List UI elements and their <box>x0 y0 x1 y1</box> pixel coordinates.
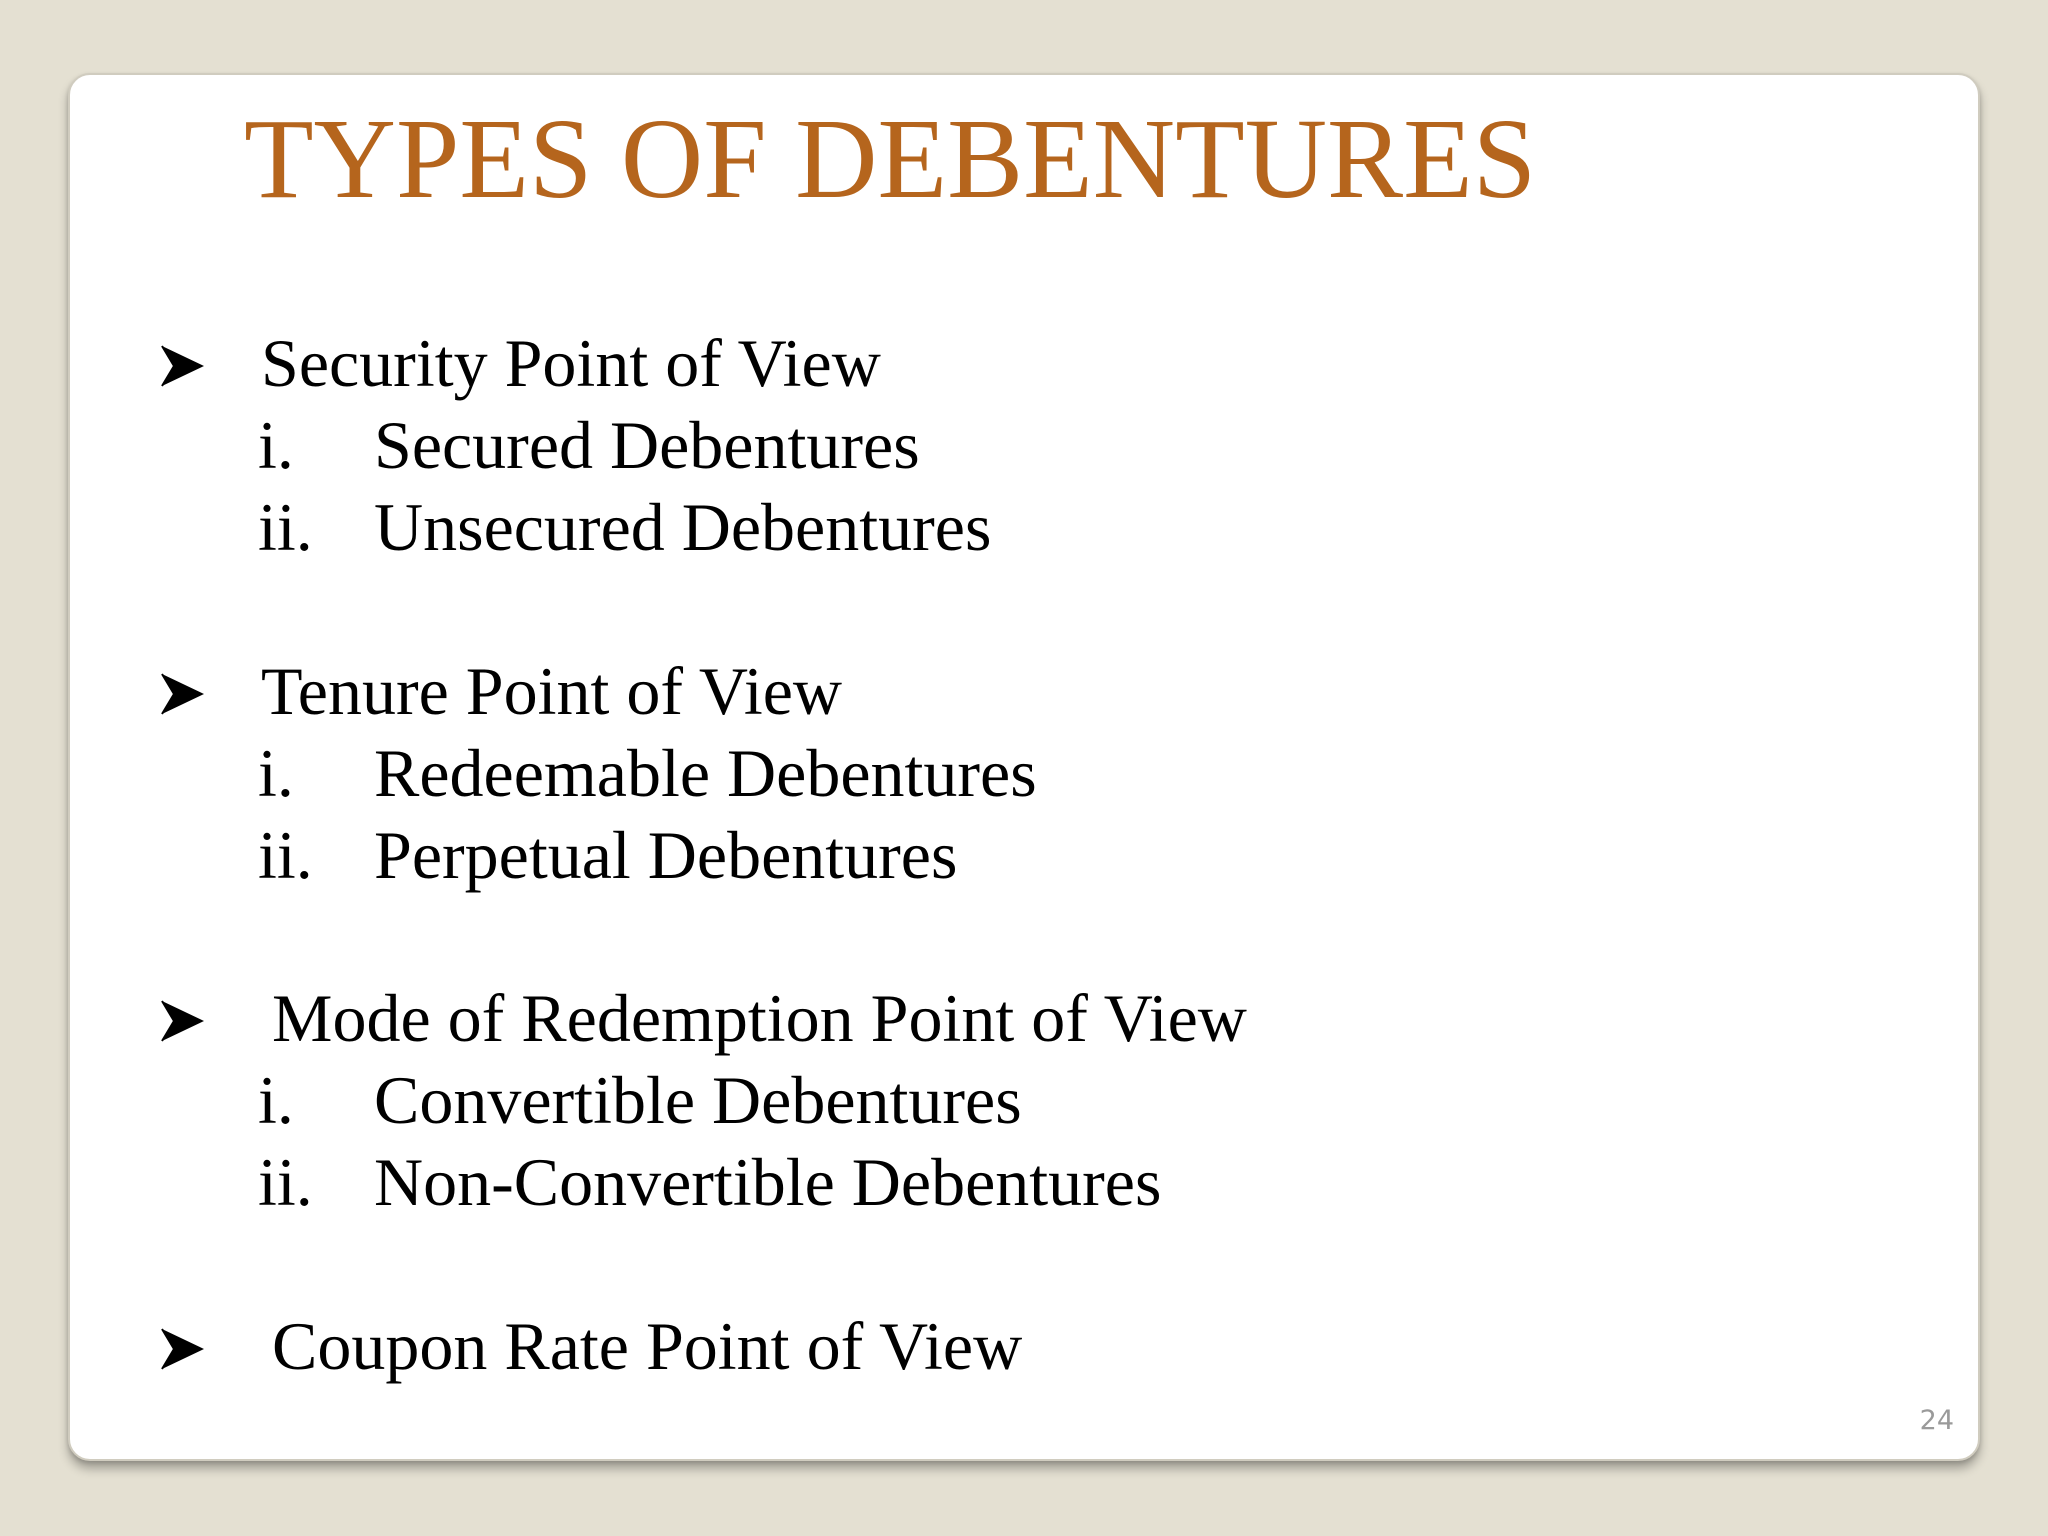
list-item-label: Unsecured Debentures <box>374 489 992 565</box>
list-item-label: Redeemable Debentures <box>374 735 1037 811</box>
list-numeral: i. <box>258 407 294 483</box>
list-item-label: Convertible Debentures <box>374 1062 1022 1138</box>
list-numeral: ii. <box>258 489 313 565</box>
list-item-label: Non-Convertible Debentures <box>374 1144 1162 1220</box>
section-heading: Coupon Rate Point of View <box>272 1308 1023 1384</box>
list-numeral: i. <box>258 1062 294 1138</box>
arrow-bullet-icon <box>160 997 206 1045</box>
list-item-label: Perpetual Debentures <box>374 817 958 893</box>
section-heading: Tenure Point of View <box>261 653 843 729</box>
section-heading: Mode of Redemption Point of View <box>272 980 1247 1056</box>
list-numeral: ii. <box>258 1144 313 1220</box>
list-item-label: Secured Debentures <box>374 407 920 483</box>
list-numeral: ii. <box>258 817 313 893</box>
page-number: 24 <box>1919 1405 1954 1436</box>
section-heading: Security Point of View <box>261 325 881 401</box>
slide-title: TYPES OF DEBENTURES <box>244 95 1537 222</box>
arrow-bullet-icon <box>160 1325 206 1373</box>
arrow-bullet-icon <box>160 670 206 718</box>
arrow-bullet-icon <box>160 342 206 390</box>
list-numeral: i. <box>258 735 294 811</box>
